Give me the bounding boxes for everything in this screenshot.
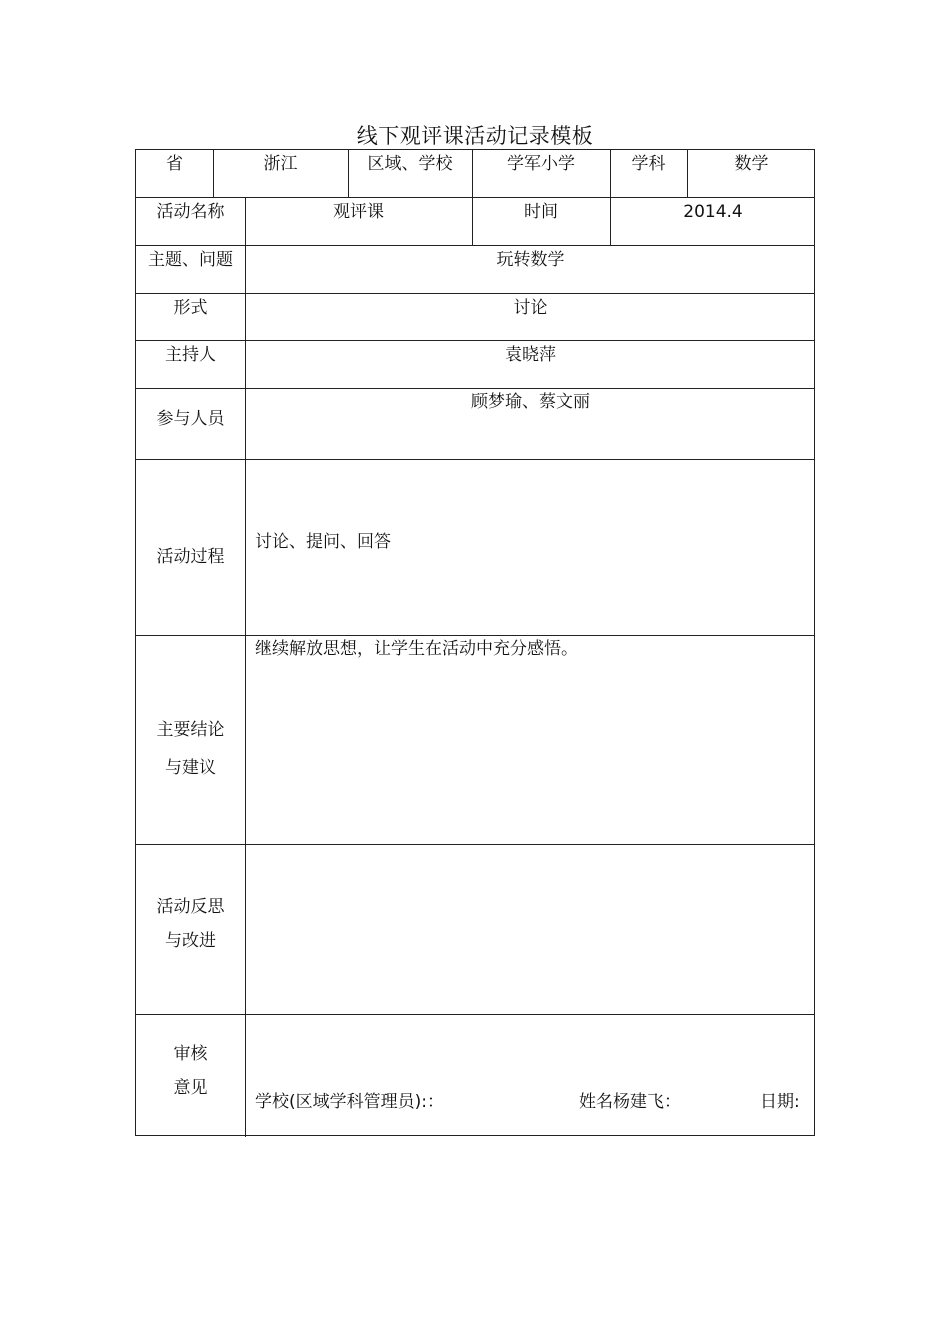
host-value: 袁晓萍 (505, 345, 556, 365)
format-label: 形式 (173, 298, 208, 318)
participants-value: 顾梦瑜、蔡文丽 (471, 392, 590, 412)
format-value: 讨论 (513, 298, 548, 318)
record-form-table (135, 149, 815, 1136)
review-date-label: 日期: (760, 1092, 800, 1112)
conclusion-label-line1: 主要结论 (156, 720, 225, 740)
document-title: 线下观评课活动记录模板 (356, 124, 594, 148)
conclusion-value: 继续解放思想，让学生在活动中充分感悟。 (255, 639, 578, 659)
conclusion-label-line2: 与建议 (165, 758, 216, 778)
school-value: 学军小学 (507, 154, 575, 174)
host-label: 主持人 (165, 345, 216, 365)
activity-name-value: 观评课 (333, 202, 384, 222)
row-divider (136, 388, 814, 389)
reflection-label-line2: 与改进 (165, 931, 216, 951)
row-divider (136, 459, 814, 460)
label-column-divider (245, 197, 246, 1137)
row-divider (136, 1014, 814, 1015)
province-label: 省 (166, 154, 183, 174)
reviewer-name-label: 姓名杨建飞： (579, 1092, 681, 1112)
subject-value: 数学 (734, 154, 769, 174)
row-divider (136, 340, 814, 341)
row-divider (136, 293, 814, 294)
topic-value: 玩转数学 (496, 250, 565, 270)
province-value: 浙江 (263, 154, 298, 174)
participants-label: 参与人员 (156, 409, 225, 429)
school-admin-label: 学校(区域学科管理员):： (255, 1092, 444, 1112)
row-divider (136, 635, 814, 636)
review-label-line2: 意见 (173, 1078, 208, 1098)
process-label: 活动过程 (156, 547, 225, 567)
subject-label: 学科 (631, 154, 666, 174)
review-label-line1: 审核 (173, 1044, 208, 1064)
time-label: 时间 (524, 202, 558, 222)
reflection-label-line1: 活动反思 (156, 897, 225, 917)
topic-label: 主题、问题 (148, 250, 233, 270)
time-value: 2014.4 (683, 202, 743, 222)
row-divider (136, 197, 814, 198)
row-divider (136, 844, 814, 845)
activity-name-label: 活动名称 (156, 202, 225, 222)
region-school-label: 区域、学校 (367, 154, 453, 174)
process-value: 讨论、提问、回答 (255, 532, 391, 552)
row-divider (136, 245, 814, 246)
